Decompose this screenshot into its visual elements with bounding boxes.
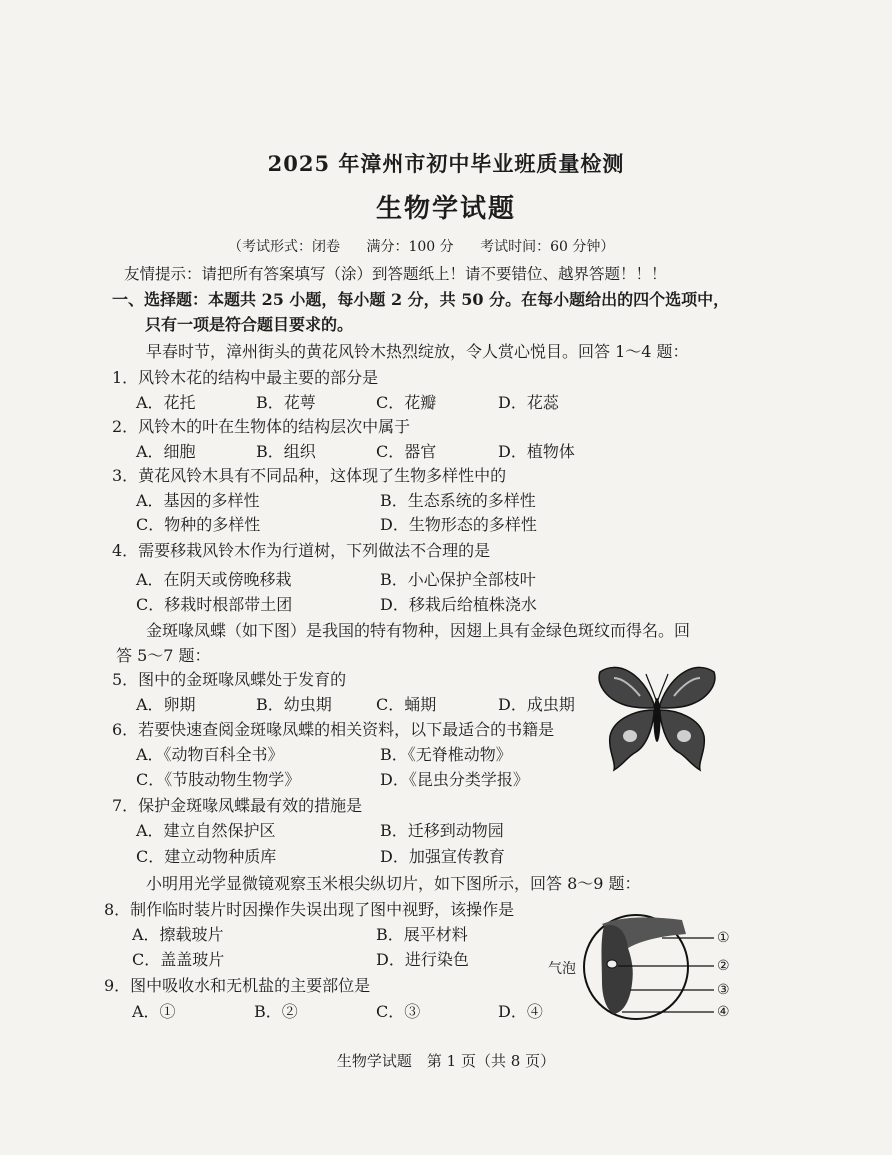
q1-option-d: D．花蕊: [498, 393, 559, 412]
air-bubble: [607, 960, 617, 968]
intro-butterfly-line2: 答 5～7 题：: [116, 646, 211, 665]
q2-option-a: A．细胞: [136, 442, 196, 461]
question-9-stem: 9．图中吸收水和无机盐的主要部位是: [104, 976, 371, 995]
q7-option-a: A．建立自然保护区: [136, 821, 276, 840]
q3-option-a: A．基因的多样性: [136, 491, 260, 510]
q1-option-b: B．花萼: [256, 393, 316, 412]
q5-option-b: B．幼虫期: [256, 695, 332, 714]
q1-option-c: C．花瓣: [376, 393, 437, 412]
q9-option-a: A．①: [132, 1002, 176, 1021]
q7-option-b: B．迁移到动物园: [380, 821, 504, 840]
q9-option-b: B．②: [254, 1002, 298, 1021]
question-3-stem: 3．黄花风铃木具有不同品种，这体现了生物多样性中的: [112, 466, 507, 485]
q5-option-d: D．成虫期: [498, 695, 575, 714]
q3-option-c: C．物种的多样性: [136, 515, 261, 534]
q6-option-c: C．《节肢动物生物学》: [136, 770, 301, 789]
butterfly-figure: [592, 652, 722, 774]
q7-option-c: C．建立动物种质库: [136, 847, 277, 866]
q4-option-d: D．移栽后给植株浇水: [380, 595, 537, 614]
intro-microscope: 小明用光学显微镜观察玉米根尖纵切片，如下图所示，回答 8～9 题：: [146, 874, 641, 893]
root-mark-2: ②: [717, 958, 730, 974]
exam-title: 2025 年漳州市初中毕业班质量检测: [267, 151, 625, 176]
butterfly-body: [654, 698, 661, 742]
q2-option-c: C．器官: [376, 442, 437, 461]
q6-option-b: B．《无脊椎动物》: [380, 745, 512, 764]
butterfly-left-forewing: [599, 667, 654, 708]
root-mark-1: ①: [717, 930, 730, 946]
q4-option-a: A．在阴天或傍晚移栽: [136, 570, 292, 589]
butterfly-spot-left: [623, 730, 637, 742]
q8-option-d: D．进行染色: [376, 950, 469, 969]
exam-form: （考试形式：闭卷: [228, 239, 340, 255]
question-1-stem: 1．风铃木花的结构中最主要的部分是: [112, 368, 379, 387]
exam-score: 满分：100 分: [366, 239, 454, 255]
intro-bellwood: 早春时节，漳州街头的黄花风铃木热烈绽放，令人赏心悦目。回答 1～4 题：: [146, 342, 689, 361]
q8-option-b: B．展平材料: [376, 925, 468, 944]
exam-time: 考试时间：60 分钟）: [480, 239, 615, 255]
q9-option-d: D．④: [498, 1002, 543, 1021]
section-heading-line1: 一、选择题：本题共 25 小题，每小题 2 分，共 50 分。在每小题给出的四个选项中，: [112, 290, 730, 309]
question-8-stem: 8．制作临时装片时因操作失误出现了图中视野，该操作是: [104, 900, 515, 919]
q1-option-a: A．花托: [136, 393, 196, 412]
q8-option-a: A．擦载玻片: [132, 925, 224, 944]
q3-option-d: D．生物形态的多样性: [380, 515, 537, 534]
q2-option-d: D．植物体: [498, 442, 575, 461]
section-heading-line2: 只有一项是符合题目要求的。: [145, 315, 354, 334]
root-tip-figure: [582, 912, 768, 1024]
friendly-tip: 友情提示：请把所有答案填写（涂）到答题纸上！请不要错位、越界答题！！！: [124, 265, 667, 283]
q9-option-c: C．③: [376, 1002, 421, 1021]
root-mark-4: ④: [717, 1004, 730, 1020]
bubble-label: 气泡: [548, 961, 576, 977]
q6-option-a: A．《动物百科全书》: [136, 745, 284, 764]
page-footer: 生物学试题 第 1 页（共 8 页）: [336, 1052, 556, 1070]
question-7-stem: 7．保护金斑喙凤蝶最有效的措施是: [112, 796, 363, 815]
question-6-stem: 6．若要快速查阅金斑喙凤蝶的相关资料，以下最适合的书籍是: [112, 720, 555, 739]
q3-option-b: B．生态系统的多样性: [380, 491, 536, 510]
question-4-stem: 4．需要移栽风铃木作为行道树，下列做法不合理的是: [112, 541, 491, 560]
intro-butterfly-line1: 金斑喙凤蝶（如下图）是我国的特有物种，因翅上具有金绿色斑纹而得名。回: [146, 621, 691, 640]
question-2-stem: 2．风铃木的叶在生物体的结构层次中属于: [112, 417, 411, 436]
q6-option-d: D．《昆虫分类学报》: [380, 770, 529, 789]
q4-option-b: B．小心保护全部枝叶: [380, 570, 536, 589]
q8-option-c: C．盖盖玻片: [132, 950, 225, 969]
q5-option-a: A．卵期: [136, 695, 196, 714]
question-5-stem: 5．图中的金斑喙凤蝶处于发育的: [112, 670, 347, 689]
q7-option-d: D．加强宣传教育: [380, 847, 505, 866]
butterfly-spot-right: [677, 730, 691, 742]
q5-option-c: C．蛹期: [376, 695, 437, 714]
q2-option-b: B．组织: [256, 442, 316, 461]
q4-option-c: C．移栽时根部带土团: [136, 595, 293, 614]
root-mark-3: ③: [717, 982, 730, 998]
exam-subtitle: 生物学试题: [375, 194, 516, 224]
exam-info: [228, 236, 636, 256]
butterfly-right-forewing: [660, 667, 715, 708]
